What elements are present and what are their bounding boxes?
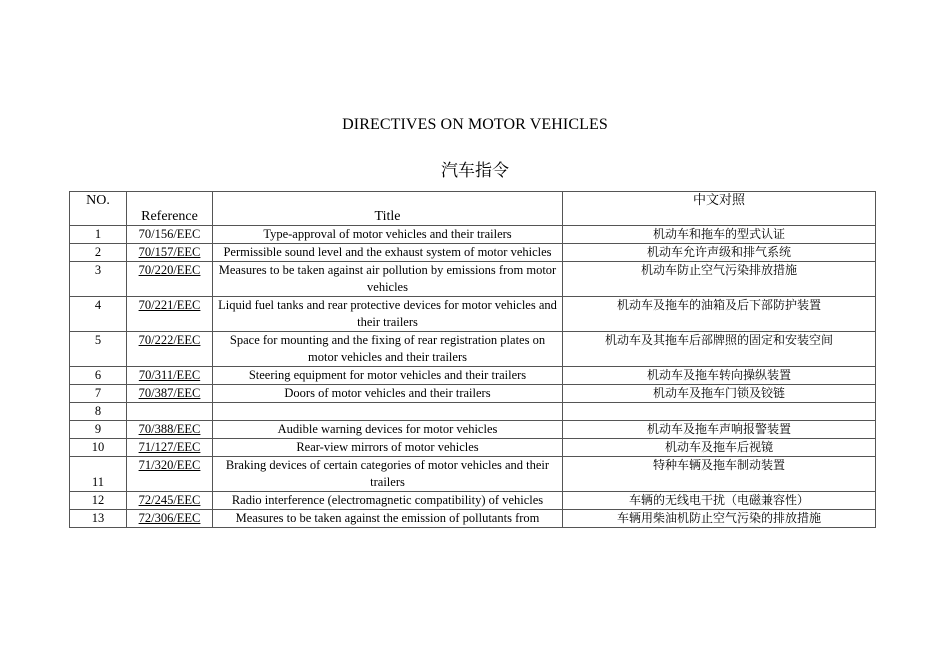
directives-table	[69, 191, 876, 528]
reference-cell	[127, 439, 213, 457]
directive-title	[213, 403, 563, 421]
row-number: 13	[70, 510, 127, 528]
reference-cell	[127, 226, 213, 244]
row-number: 3	[70, 262, 127, 297]
header-chinese: 中文对照	[563, 192, 876, 226]
table-row	[70, 226, 876, 244]
reference-cell	[127, 403, 213, 421]
reference-cell	[127, 297, 213, 332]
table-row	[70, 403, 876, 421]
directive-title: Measures to be taken against air pollution by emissions from motor vehicles	[213, 262, 563, 297]
directive-title-chinese: 机动车及拖车后视镜	[563, 439, 876, 457]
table-row	[70, 439, 876, 457]
row-number: 12	[70, 492, 127, 510]
directive-title: Steering equipment for motor vehicles and their trailers	[213, 367, 563, 385]
directive-title: Audible warning devices for motor vehicles	[213, 421, 563, 439]
reference-cell	[127, 385, 213, 403]
reference-cell	[127, 244, 213, 262]
reference-link[interactable]: 72/245/EEC	[138, 493, 201, 507]
reference-link[interactable]: 71/127/EEC	[138, 440, 201, 454]
table-row	[70, 367, 876, 385]
table-row	[70, 492, 876, 510]
reference-cell	[127, 367, 213, 385]
header-no: NO.	[70, 192, 127, 226]
reference-link[interactable]: 70/157/EEC	[138, 245, 201, 259]
directive-title-chinese: 机动车防止空气污染排放措施	[563, 262, 876, 297]
table-row	[70, 297, 876, 332]
directive-title-chinese: 机动车及拖车门锁及铰链	[563, 385, 876, 403]
row-number: 4	[70, 297, 127, 332]
table-row	[70, 385, 876, 403]
reference-cell	[127, 510, 213, 528]
directive-title: Liquid fuel tanks and rear protective devices for motor vehicles and their trailers	[213, 297, 563, 332]
table-body	[70, 226, 876, 528]
reference-link[interactable]: 70/387/EEC	[138, 386, 201, 400]
reference-cell	[127, 421, 213, 439]
table-row	[70, 421, 876, 439]
row-number: 7	[70, 385, 127, 403]
reference-link[interactable]: 70/388/EEC	[138, 422, 201, 436]
reference-cell	[127, 492, 213, 510]
directive-title-chinese: 机动车及其拖车后部牌照的固定和安装空间	[563, 332, 876, 367]
table-row	[70, 244, 876, 262]
reference-link[interactable]: 70/311/EEC	[138, 368, 201, 382]
reference-cell	[127, 332, 213, 367]
directive-title-chinese: 特种车辆及拖车制动装置	[563, 457, 876, 492]
row-number: 10	[70, 439, 127, 457]
document-title-chinese: 汽车指令	[441, 161, 509, 181]
row-number: 1	[70, 226, 127, 244]
reference-text: 70/156/EEC	[138, 227, 201, 241]
reference-cell	[127, 262, 213, 297]
reference-cell	[127, 457, 213, 492]
directive-title-chinese: 机动车及拖车的油箱及后下部防护装置	[563, 297, 876, 332]
directive-title: Measures to be taken against the emission of pollutants from	[213, 510, 563, 528]
row-number: 8	[70, 403, 127, 421]
directive-title: Radio interference (electromagnetic compatibility) of vehicles	[213, 492, 563, 510]
directive-title-chinese: 车辆的无线电干扰（电磁兼容性）	[563, 492, 876, 510]
reference-link[interactable]: 70/221/EEC	[138, 298, 201, 312]
header-reference: Reference	[127, 192, 213, 226]
directive-title-chinese: 机动车允许声级和排气系统	[563, 244, 876, 262]
directive-title: Permissible sound level and the exhaust system of motor vehicles	[213, 244, 563, 262]
reference-link[interactable]: 71/320/EEC	[138, 458, 201, 472]
table-row	[70, 457, 876, 492]
reference-link[interactable]: 70/222/EEC	[138, 333, 201, 347]
table-header-row	[70, 192, 876, 226]
row-number: 2	[70, 244, 127, 262]
row-number: 5	[70, 332, 127, 367]
header-title: Title	[213, 192, 563, 226]
directive-title-chinese	[563, 403, 876, 421]
reference-link[interactable]: 70/220/EEC	[138, 263, 201, 277]
directive-title-chinese: 机动车及拖车声响报警装置	[563, 421, 876, 439]
directive-title-chinese: 车辆用柴油机防止空气污染的排放措施	[563, 510, 876, 528]
directive-title-chinese: 机动车及拖车转向操纵装置	[563, 367, 876, 385]
directive-title: Space for mounting and the fixing of rear registration plates on motor vehicles and their trailers	[213, 332, 563, 367]
row-number: 11	[70, 457, 127, 492]
row-number: 6	[70, 367, 127, 385]
row-number: 9	[70, 421, 127, 439]
document-title: DIRECTIVES ON MOTOR VEHICLES	[342, 116, 608, 133]
table-row	[70, 510, 876, 528]
table-row	[70, 332, 876, 367]
reference-link[interactable]: 72/306/EEC	[138, 511, 201, 525]
directive-title: Rear-view mirrors of motor vehicles	[213, 439, 563, 457]
table-row	[70, 262, 876, 297]
directive-title: Doors of motor vehicles and their trailers	[213, 385, 563, 403]
directive-title: Type-approval of motor vehicles and their trailers	[213, 226, 563, 244]
directive-title-chinese: 机动车和拖车的型式认证	[563, 226, 876, 244]
directive-title: Braking devices of certain categories of motor vehicles and their trailers	[213, 457, 563, 492]
